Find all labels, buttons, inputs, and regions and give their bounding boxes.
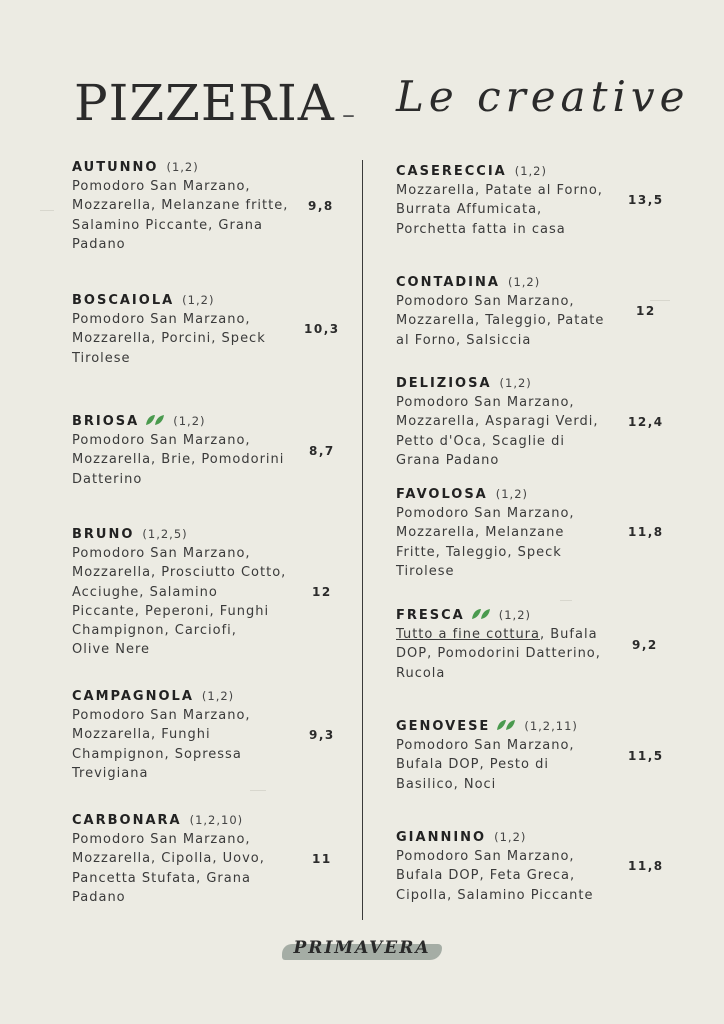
item-allergens: (1,2) — [201, 689, 235, 703]
menu-item-giannino — [396, 828, 594, 905]
item-name: FRESCA — [396, 608, 465, 623]
item-price: 9,2 — [632, 638, 658, 652]
menu-item-fresca — [396, 606, 601, 683]
leaf-icon — [496, 718, 516, 732]
item-price: 9,8 — [308, 199, 334, 213]
item-name: CONTADINA — [396, 275, 500, 290]
paper-texture — [40, 210, 54, 211]
leaf-icon — [145, 413, 165, 427]
item-description: Pomodoro San Marzano, Bufala DOP, Pesto di Basilico, Noci — [396, 738, 575, 792]
item-price: 13,5 — [628, 193, 664, 207]
item-description: Pomodoro San Marzano, Mozzarella, Prosciutto Cotto, Acciughe, Salamino Piccante, Peperoni, Funghi Champignon, Carciofi, Olive Nere — [72, 546, 287, 658]
item-price: 12,4 — [628, 415, 664, 429]
menu-item-carbonara — [72, 811, 265, 907]
item-allergens: (1,2) — [498, 608, 532, 622]
item-allergens: (1,2,5) — [142, 527, 188, 541]
item-name: CASERECCIA — [396, 164, 507, 179]
column-divider — [362, 160, 363, 920]
menu-item-genovese — [396, 717, 578, 794]
item-price: 12 — [636, 304, 656, 318]
item-price: 11 — [312, 852, 332, 866]
paper-texture — [650, 300, 670, 301]
menu-item-boscaiola — [72, 291, 266, 368]
item-price: 11,8 — [628, 525, 664, 539]
item-name: GENOVESE — [396, 719, 491, 734]
item-allergens: (1,2) — [494, 830, 527, 844]
item-name: CARBONARA — [72, 813, 182, 828]
item-price: 11,5 — [628, 749, 664, 763]
item-description: Pomodoro San Marzano, Mozzarella, Asparagi Verdi, Petto d'Oca, Scaglie di Grana Padano — [396, 395, 599, 468]
item-name: GIANNINO — [396, 830, 487, 845]
item-description: Tutto a fine cottura, Bufala DOP, Pomodorini Datterino, Rucola — [396, 627, 601, 681]
item-price: 10,3 — [304, 322, 340, 336]
item-price: 11,8 — [628, 859, 664, 873]
item-name: BRUNO — [72, 527, 135, 542]
menu-item-contadina — [396, 273, 604, 350]
item-name: AUTUNNO — [72, 160, 159, 175]
paper-texture — [250, 790, 266, 791]
item-name: CAMPAGNOLA — [72, 689, 194, 704]
footer-label: PRIMAVERA — [293, 938, 431, 958]
underlined-note: Tutto a fine cottura — [396, 627, 540, 642]
item-description: Pomodoro San Marzano, Mozzarella, Taleggio, Patate al Forno, Salsiccia — [396, 294, 605, 348]
item-description: Pomodoro San Marzano, Mozzarella, Melanzane Fritte, Taleggio, Speck Tirolese — [396, 506, 575, 579]
item-description: Pomodoro San Marzano, Mozzarella, Brie, Pomodorini Datterino — [72, 433, 285, 487]
item-name: FAVOLOSA — [396, 487, 488, 502]
item-price: 8,7 — [309, 444, 335, 458]
item-allergens: (1,2) — [182, 293, 215, 307]
item-description: Pomodoro San Marzano, Bufala DOP, Feta Greca, Cipolla, Salamino Piccante — [396, 849, 594, 903]
menu-item-deliziosa — [396, 374, 598, 470]
title-separator: – — [342, 100, 355, 130]
footer-brand — [282, 938, 442, 958]
item-price: 12 — [312, 585, 332, 599]
item-price: 9,3 — [309, 728, 335, 742]
item-description: Pomodoro San Marzano, Mozzarella, Porcini, Speck Tirolese — [72, 312, 266, 366]
item-allergens: (1,2) — [166, 160, 199, 174]
item-description: Mozzarella, Patate al Forno, Burrata Affumicata, Porchetta fatta in casa — [396, 183, 603, 237]
menu-item-bruno — [72, 525, 286, 660]
item-description: Pomodoro San Marzano, Mozzarella, Funghi Champignon, Sopressa Trevigiana — [72, 708, 251, 781]
menu-item-casereccia — [396, 162, 603, 239]
menu-item-campagnola — [72, 687, 251, 783]
item-allergens: (1,2) — [499, 376, 532, 390]
item-allergens: (1,2,11) — [524, 719, 578, 733]
item-allergens: (1,2) — [173, 414, 206, 428]
item-allergens: (1,2) — [507, 275, 541, 289]
item-allergens: (1,2) — [495, 487, 529, 501]
item-allergens: (1,2,10) — [189, 813, 244, 827]
page-title: PIZZERIA — [74, 74, 335, 132]
menu-item-autunno — [72, 158, 288, 254]
item-description: Pomodoro San Marzano, Mozzarella, Melanzane fritte, Salamino Piccante, Grana Padano — [72, 179, 289, 252]
item-name: DELIZIOSA — [396, 376, 492, 391]
item-description: Pomodoro San Marzano, Mozzarella, Cipolla, Uovo, Pancetta Stufata, Grana Padano — [72, 832, 265, 905]
paper-texture — [560, 600, 572, 601]
leaf-icon — [471, 607, 491, 621]
menu-item-favolosa — [396, 485, 575, 581]
item-allergens: (1,2) — [514, 164, 547, 178]
item-name: BOSCAIOLA — [72, 293, 175, 308]
item-name: BRIOSA — [72, 414, 140, 429]
page-subtitle: Le creative — [396, 72, 690, 121]
menu-item-briosa — [72, 412, 284, 489]
